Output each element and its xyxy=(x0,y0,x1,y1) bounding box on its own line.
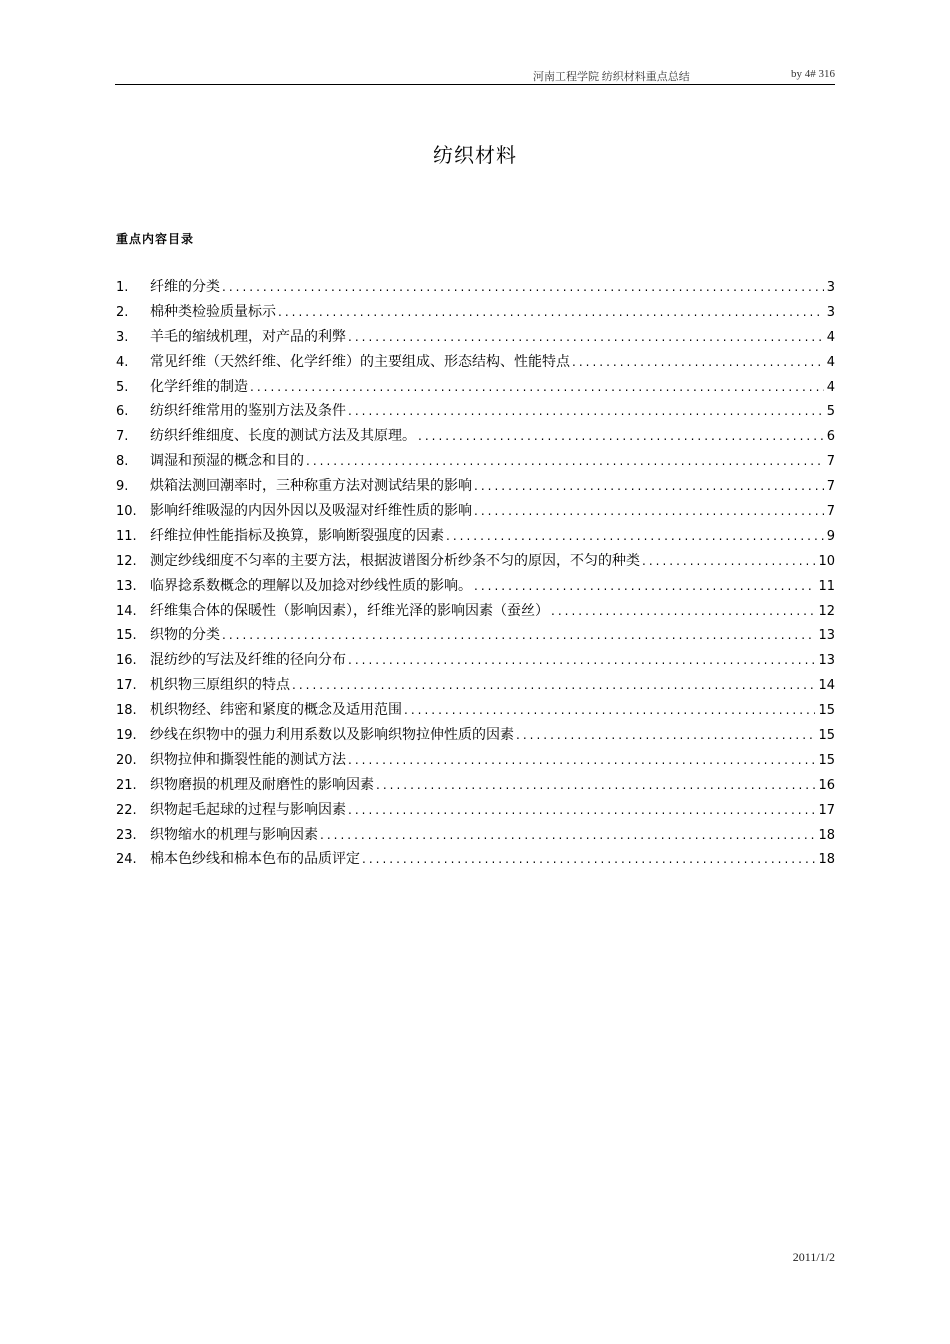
toc-entry-number: 24. xyxy=(116,852,137,868)
toc-entry-number: 1. xyxy=(116,280,129,295)
toc-entry-page: 6 xyxy=(826,429,835,445)
toc-dot-leader xyxy=(418,429,824,443)
toc-entry-page: 15 xyxy=(818,728,835,744)
toc-dot-leader xyxy=(348,803,815,817)
toc-entry-number: 6. xyxy=(116,404,129,420)
toc-entry-page: 3 xyxy=(826,280,835,295)
toc-entry[interactable] xyxy=(116,848,835,873)
toc-entry[interactable] xyxy=(116,500,835,525)
toc-entry-number: 2. xyxy=(116,304,129,320)
toc-entry-title: 常见纤维（天然纤维、化学纤维）的主要组成、形态结构、性能特点 xyxy=(150,353,570,370)
toc-dot-leader xyxy=(292,678,815,692)
toc-dot-leader xyxy=(404,703,815,717)
toc-entry[interactable] xyxy=(116,326,835,351)
toc-entry-number: 7. xyxy=(116,429,129,445)
toc-entry[interactable] xyxy=(116,824,835,849)
page-header xyxy=(115,66,835,85)
toc-entry-title: 机织物三原组织的特点 xyxy=(150,677,290,694)
toc-dot-leader xyxy=(348,653,815,667)
header-document-title: 河南工程学院 纺织材料重点总结 xyxy=(533,71,690,83)
toc-entry-title: 烘箱法测回潮率时，三种称重方法对测试结果的影响 xyxy=(150,478,472,495)
toc-entry[interactable] xyxy=(116,276,835,301)
toc-entry-page: 11 xyxy=(818,578,835,594)
toc-entry[interactable] xyxy=(116,674,835,699)
toc-entry[interactable] xyxy=(116,475,835,500)
toc-entry-number: 21. xyxy=(116,777,137,793)
toc-entry-page: 7 xyxy=(826,504,835,520)
toc-entry-page: 15 xyxy=(818,703,835,719)
toc-entry[interactable] xyxy=(116,575,835,600)
toc-entry-page: 9 xyxy=(826,528,835,544)
toc-dot-leader xyxy=(516,728,815,742)
toc-entry[interactable] xyxy=(116,450,835,475)
toc-entry[interactable] xyxy=(116,649,835,674)
toc-entry-number: 4. xyxy=(116,354,129,370)
toc-entry-title: 织物拉伸和撕裂性能的测试方法 xyxy=(150,751,346,768)
toc-dot-leader xyxy=(474,579,815,593)
toc-entry-number: 10. xyxy=(116,504,137,520)
toc-entry-page: 14 xyxy=(818,678,835,694)
toc-entry[interactable] xyxy=(116,749,835,774)
toc-entry-page: 7 xyxy=(826,479,835,495)
toc-entry-title: 纺织纤维常用的鉴别方法及条件 xyxy=(150,403,346,420)
toc-dot-leader xyxy=(222,628,815,642)
toc-entry-page: 4 xyxy=(826,354,835,370)
toc-entry-number: 11. xyxy=(116,528,137,544)
toc-entry[interactable] xyxy=(116,376,835,401)
toc-entry-page: 3 xyxy=(826,304,835,320)
toc-dot-leader xyxy=(572,355,824,369)
toc-entry-title: 织物的分类 xyxy=(150,627,220,644)
toc-entry-page: 16 xyxy=(818,777,835,793)
toc-entry[interactable] xyxy=(116,774,835,799)
toc-entry-title: 织物磨损的机理及耐磨性的影响因素 xyxy=(150,776,374,793)
toc-entry-page: 7 xyxy=(826,454,835,470)
toc-dot-leader xyxy=(278,305,824,319)
toc-dot-leader xyxy=(250,380,824,394)
toc-entry-page: 17 xyxy=(818,802,835,818)
toc-entry[interactable] xyxy=(116,400,835,425)
toc-entry[interactable] xyxy=(116,724,835,749)
toc-entry-title: 纺织纤维细度、长度的测试方法及其原理。 xyxy=(150,428,416,445)
toc-entry-page: 12 xyxy=(818,603,835,619)
toc-entry-title: 棉本色纱线和棉本色布的品质评定 xyxy=(150,851,360,868)
toc-dot-leader xyxy=(306,454,824,468)
toc-entry-title: 测定纱线细度不匀率的主要方法，根据波谱图分析纱条不匀的原因，不匀的种类 xyxy=(150,552,640,569)
toc-entry[interactable] xyxy=(116,699,835,724)
toc-dot-leader xyxy=(348,330,824,344)
toc-entry-number: 17. xyxy=(116,678,137,694)
toc-entry-number: 5. xyxy=(116,379,129,395)
page-title: 纺织材料 xyxy=(433,143,517,167)
toc-dot-leader xyxy=(222,280,824,294)
toc-entry-title: 影响纤维吸湿的内因外因以及吸湿对纤维性质的影响 xyxy=(150,503,472,520)
toc-entry-title: 织物起毛起球的过程与影响因素 xyxy=(150,801,346,818)
toc-dot-leader xyxy=(446,529,824,543)
toc-entry-title: 调湿和预湿的概念和目的 xyxy=(150,453,304,470)
toc-entry-title: 羊毛的缩绒机理，对产品的利弊 xyxy=(150,328,346,345)
toc-entry[interactable] xyxy=(116,600,835,625)
toc-entry-number: 20. xyxy=(116,752,137,768)
toc-entry[interactable] xyxy=(116,301,835,326)
toc-entry-title: 纤维的分类 xyxy=(150,279,220,295)
header-author: by 4# 316 xyxy=(791,68,835,80)
toc-entry-number: 13. xyxy=(116,578,137,594)
toc-entry[interactable] xyxy=(116,799,835,824)
toc-dot-leader xyxy=(474,504,824,518)
toc-entry[interactable] xyxy=(116,425,835,450)
toc-entry-page: 15 xyxy=(818,752,835,768)
toc-entry[interactable] xyxy=(116,351,835,376)
toc-dot-leader xyxy=(642,554,815,568)
toc-entry-title: 机织物经、纬密和紧度的概念及适用范围 xyxy=(150,702,402,719)
toc-entry-number: 12. xyxy=(116,553,137,569)
toc-entry-page: 5 xyxy=(826,404,835,420)
toc-entry[interactable] xyxy=(116,550,835,575)
toc-entry-page: 18 xyxy=(818,827,835,843)
toc-heading: 重点内容目录 xyxy=(116,232,195,246)
toc-entry-page: 4 xyxy=(826,379,835,395)
toc-entry-page: 13 xyxy=(818,653,835,669)
toc-entry-title: 纱线在织物中的强力利用系数以及影响织物拉伸性质的因素 xyxy=(150,727,514,744)
toc-entry-number: 18. xyxy=(116,703,137,719)
toc-dot-leader xyxy=(348,753,815,767)
toc-entry-title: 棉种类检验质量标示 xyxy=(150,303,276,320)
toc-entry-number: 16. xyxy=(116,653,137,669)
toc-entry-number: 23. xyxy=(116,827,137,843)
footer-date: 2011/1/2 xyxy=(792,1250,835,1264)
toc-entry-title: 织物缩水的机理与影响因素 xyxy=(150,826,318,843)
toc-entry-page: 4 xyxy=(826,329,835,345)
toc-entry-title: 纤维集合体的保暖性（影响因素），纤维光泽的影响因素（蚕丝） xyxy=(150,602,549,619)
toc-entry-number: 3. xyxy=(116,329,129,345)
toc-dot-leader xyxy=(320,828,815,842)
toc-entry-number: 14. xyxy=(116,603,137,619)
toc-entry-page: 10 xyxy=(818,553,835,569)
toc-entry-title: 临界捻系数概念的理解以及加捻对纱线性质的影响。 xyxy=(150,577,472,594)
toc-entry-title: 化学纤维的制造 xyxy=(150,378,248,395)
toc-dot-leader xyxy=(348,404,824,418)
toc-dot-leader xyxy=(474,479,824,493)
toc-dot-leader xyxy=(362,852,815,866)
toc-entry-page: 18 xyxy=(818,852,835,868)
toc-entry[interactable] xyxy=(116,525,835,550)
table-of-contents xyxy=(116,276,835,873)
toc-entry-number: 19. xyxy=(116,728,137,744)
toc-entry-title: 混纺纱的写法及纤维的径向分布 xyxy=(150,652,346,669)
toc-entry-number: 15. xyxy=(116,628,137,644)
toc-entry-title: 纤维拉伸性能指标及换算，影响断裂强度的因素 xyxy=(150,527,444,544)
toc-entry-number: 8. xyxy=(116,454,129,470)
toc-entry-number: 22. xyxy=(116,802,137,818)
toc-entry-number: 9. xyxy=(116,479,129,495)
toc-dot-leader xyxy=(551,604,815,618)
toc-entry-page: 13 xyxy=(818,628,835,644)
toc-dot-leader xyxy=(376,778,815,792)
toc-entry[interactable] xyxy=(116,624,835,649)
